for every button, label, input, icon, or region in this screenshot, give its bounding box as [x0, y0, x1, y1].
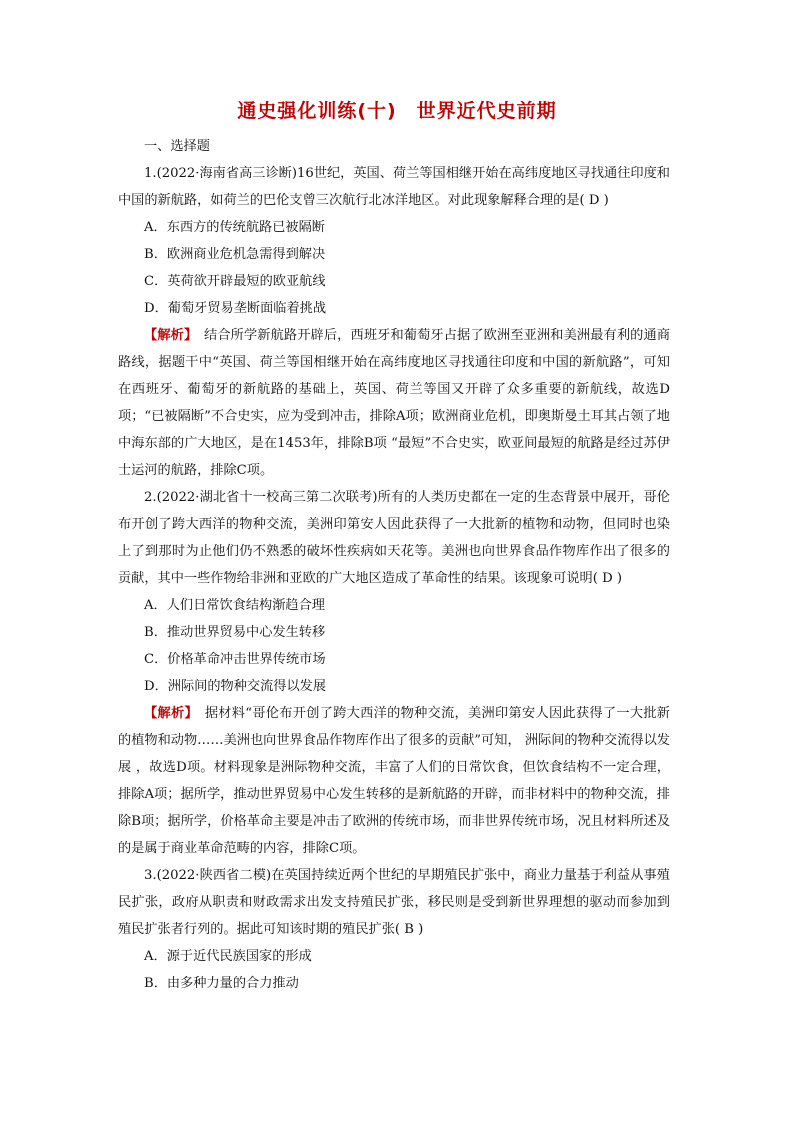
- question-3-option-b: B．由多种力量的合力推动: [144, 976, 299, 991]
- question-3-stem: 3.(2022·陕西省二模)在英国持续近两个世纪的早期殖民扩张中，商业力量基于利益从事殖民扩张，政府从职责和财政需求出发支持殖民扩张，移民则是受到新世界理想的驱动而参加到殖民扩张者行列的。据此可知该时期的殖民扩张( B ): [118, 868, 670, 937]
- analysis-label: 【解析】: [144, 706, 192, 721]
- question-1-option-d: D．葡萄牙贸易垄断面临着挑战: [144, 301, 327, 316]
- analysis-label: 【解析】: [144, 328, 191, 343]
- question-1-analysis: [118, 322, 670, 484]
- question-2-analysis: [118, 700, 670, 862]
- document-body: [118, 133, 670, 997]
- section-heading: 一、选择题: [144, 139, 210, 154]
- question-2-option-d: D．洲际间的物种交流得以发展: [144, 679, 327, 694]
- question-1-option-b: B．欧洲商业危机急需得到解决: [144, 247, 326, 262]
- question-2-option-b: B．推动世界贸易中心发生转移: [144, 625, 326, 640]
- question-1-option-a: A．东西方的传统航路已被隔断: [144, 220, 325, 235]
- question-3-option-a: A．源于近代民族国家的形成: [144, 949, 312, 964]
- page-title: 通史强化训练(十) 世界近代史前期: [237, 100, 557, 122]
- question-1-option-c: C．英荷欲开辟最短的欧亚航线: [144, 274, 326, 289]
- question-2-option-c: C．价格革命冲击世界传统市场: [144, 652, 326, 667]
- analysis-text: 据材料“哥伦布开创了跨大西洋的物种交流，美洲印第安人因此获得了一大批新的植物和动物……美洲也向世界食品作物库作出了很多的贡献”可知， 洲际间的物种交流得以发展 ，故选D项。材料现象是洲际物种交流，丰富了人们的日常饮食，但饮食结构不一定合理，排除A项；据所学，推动世界贸易中心发生转移的是新航路的开辟，而非材料中的物种交流，排除B项；据所学，价格革命主要是冲击了欧洲的传统市场，而非世界传统市场，况且材料所述及的是属于商业革命范畴的内容，排除C项。: [118, 706, 670, 856]
- question-2-option-a: A．人们日常饮食结构渐趋合理: [144, 598, 325, 613]
- question-2-stem: 2.(2022·湖北省十一校高三第二次联考)所有的人类历史都在一定的生态背景中展开，哥伦布开创了跨大西洋的物种交流，美洲印第安人因此获得了一大批新的植物和动物，但同时也染上了到那时为止他们仍不熟悉的破坏性疾病如天花等。美洲也向世界食品作物库作出了很多的贡献，其中一些作物给非洲和亚欧的广大地区造成了革命性的结果。该现象可说明( D ): [118, 490, 670, 586]
- question-1-stem: 1.(2022·海南省高三诊断)16世纪，英国、荷兰等国相继开始在高纬度地区寻找通往印度和中国的新航路，如荷兰的巴伦支曾三次航行北冰洋地区。对此现象解释合理的是( D ): [118, 166, 670, 208]
- analysis-text: 结合所学新航路开辟后，西班牙和葡萄牙占据了欧洲至亚洲和美洲最有利的通商路线，据题干中“英国、荷兰等国相继开始在高纬度地区寻找通往印度和中国的新航路”，可知在西班牙、葡萄牙的新航路的基础上，英国、荷兰等国又开辟了众多重要的新航线，故选D项；“已被隔断”不合史实，应为受到冲击，排除A项；欧洲商业危机，即奥斯曼土耳其占领了地中海东部的广大地区，是在1453年，排除B项 “最短”不合史实，欧亚间最短的航路是经过苏伊士运河的航路，排除C项。: [118, 328, 671, 478]
